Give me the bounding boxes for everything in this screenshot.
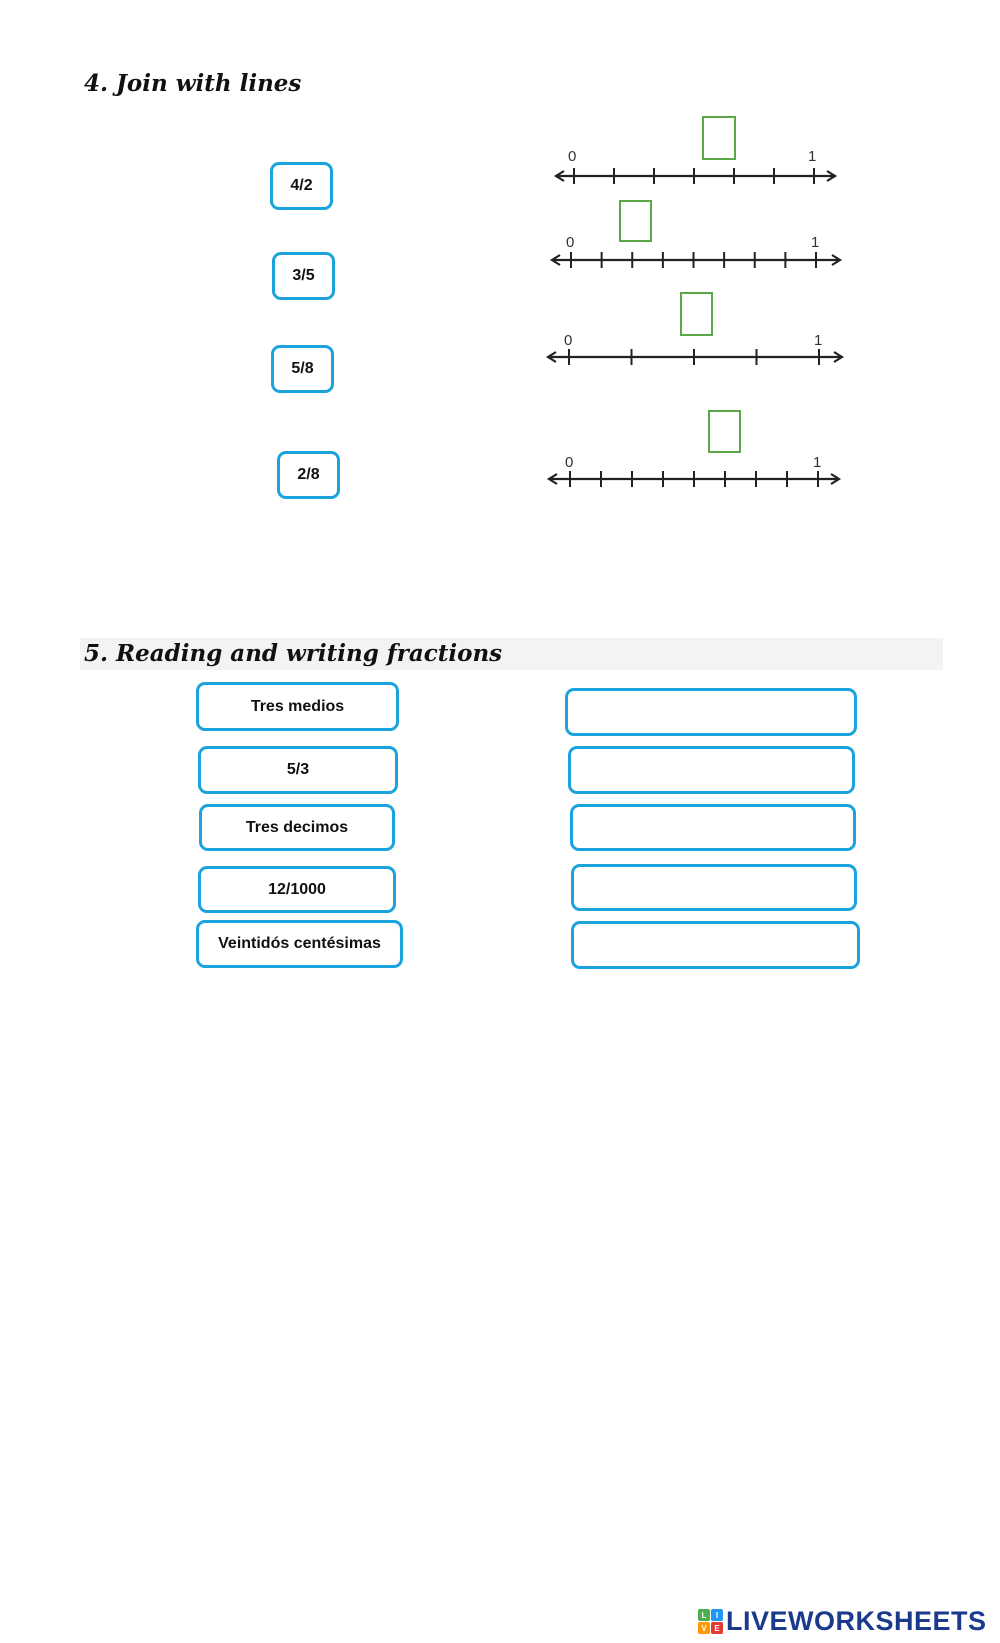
tick-label-end: 1 bbox=[813, 454, 822, 471]
reading-item-label: Tres decimos bbox=[245, 818, 349, 836]
answer-field[interactable] bbox=[571, 864, 857, 911]
answer-field[interactable] bbox=[568, 746, 855, 794]
drop-target-box[interactable] bbox=[708, 410, 741, 453]
reading-item[interactable] bbox=[196, 682, 399, 731]
tick-label-start: 0 bbox=[566, 234, 575, 251]
tick-label-start: 0 bbox=[568, 148, 577, 165]
answer-field[interactable] bbox=[571, 921, 860, 969]
reading-item[interactable] bbox=[199, 804, 395, 851]
section-5-title: 5. Reading and writing fractions bbox=[84, 640, 503, 667]
tick-label-end: 1 bbox=[811, 234, 820, 251]
fraction-card-label: 2/8 bbox=[297, 466, 320, 483]
reading-item-label: 5/3 bbox=[286, 761, 310, 778]
tick-label-end: 1 bbox=[814, 332, 823, 349]
tick-label-end: 1 bbox=[808, 148, 817, 165]
logo-letter: I bbox=[711, 1609, 723, 1621]
answer-field[interactable] bbox=[570, 804, 856, 851]
tick-label-start: 0 bbox=[565, 454, 574, 471]
reading-item[interactable] bbox=[198, 746, 398, 794]
answer-field[interactable] bbox=[565, 688, 857, 736]
fraction-card-label: 4/2 bbox=[290, 177, 313, 194]
reading-item-label: Veintidós centésimas bbox=[218, 935, 381, 952]
tick-label-start: 0 bbox=[564, 332, 573, 349]
brand-name: LIVEWORKSHEETS bbox=[726, 1606, 987, 1636]
reading-item[interactable] bbox=[198, 866, 396, 913]
section-4-title: 4. Join with lines bbox=[84, 70, 302, 97]
reading-item[interactable] bbox=[196, 920, 403, 968]
logo-mark-icon bbox=[698, 1609, 723, 1634]
liveworksheets-logo bbox=[698, 1606, 987, 1637]
reading-item-label: 12/1000 bbox=[268, 880, 326, 898]
fraction-card-label: 5/8 bbox=[291, 360, 314, 377]
logo-letter: E bbox=[711, 1622, 723, 1634]
fraction-card-label: 3/5 bbox=[292, 267, 315, 284]
logo-letter: V bbox=[698, 1622, 710, 1634]
logo-letter: L bbox=[698, 1609, 710, 1621]
reading-item-label: Tres medios bbox=[250, 697, 345, 715]
